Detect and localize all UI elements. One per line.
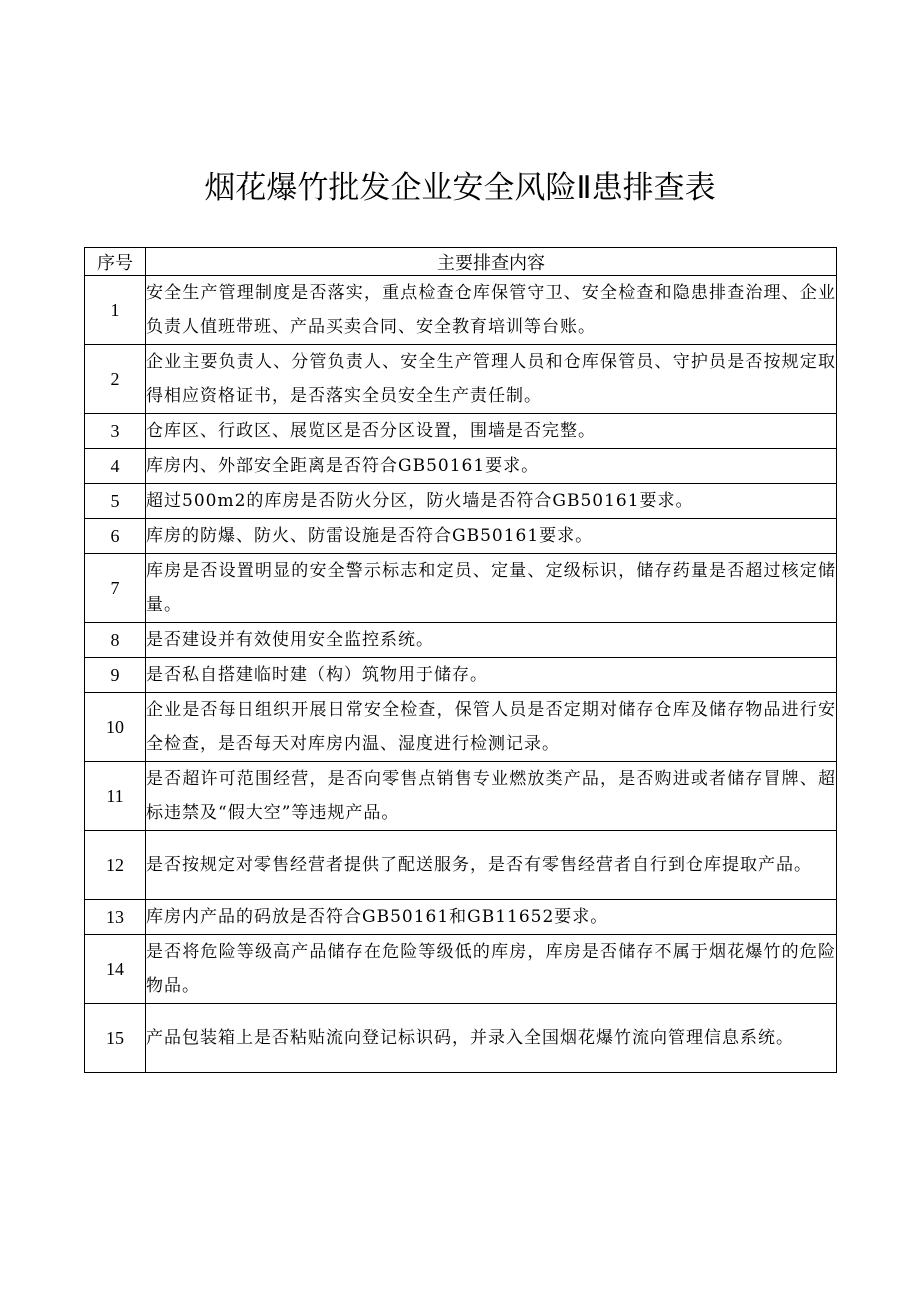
row-content: 是否按规定对零售经营者提供了配送服务，是否有零售经营者自行到仓库提取产品。 — [146, 831, 837, 900]
table-header-row — [85, 248, 837, 276]
table-row — [85, 623, 837, 658]
table-row — [85, 935, 837, 1004]
row-number: 12 — [85, 831, 146, 900]
table-row — [85, 831, 837, 900]
row-content: 仓库区、行政区、展览区是否分区设置，围墙是否完整。 — [146, 414, 837, 449]
row-content: 企业是否每日组织开展日常安全检查，保管人员是否定期对储存仓库及储存物品进行安全检查，是否每天对库房内温、湿度进行检测记录。 — [146, 693, 837, 762]
page-title: 烟花爆竹批发企业安全风险Ⅱ患排查表 — [204, 170, 716, 206]
header-check-content: 主要排查内容 — [146, 248, 837, 276]
row-content: 库房内产品的码放是否符合GB50161和GB11652要求。 — [146, 900, 837, 935]
row-number: 5 — [85, 484, 146, 519]
row-number: 15 — [85, 1004, 146, 1073]
row-content: 是否私自搭建临时建（构）筑物用于储存。 — [146, 658, 837, 693]
row-content: 超过500m2的库房是否防火分区，防火墙是否符合GB50161要求。 — [146, 484, 837, 519]
row-content: 库房是否设置明显的安全警示标志和定员、定量、定级标识，储存药量是否超过核定储量。 — [146, 554, 837, 623]
row-content: 库房的防爆、防火、防雷设施是否符合GB50161要求。 — [146, 519, 837, 554]
row-number: 14 — [85, 935, 146, 1004]
table-row — [85, 484, 837, 519]
row-content: 安全生产管理制度是否落实，重点检查仓库保管守卫、安全检查和隐患排查治理、企业负责人值班带班、产品买卖合同、安全教育培训等台账。 — [146, 276, 837, 345]
checklist-table — [84, 247, 837, 1073]
row-content: 是否建设并有效使用安全监控系统。 — [146, 623, 837, 658]
row-number: 2 — [85, 345, 146, 414]
table-row — [85, 519, 837, 554]
table-row — [85, 762, 837, 831]
table-row — [85, 693, 837, 762]
row-number: 8 — [85, 623, 146, 658]
row-number: 1 — [85, 276, 146, 345]
row-content: 企业主要负责人、分管负责人、安全生产管理人员和仓库保管员、守护员是否按规定取得相应资格证书，是否落实全员安全生产责任制。 — [146, 345, 837, 414]
row-number: 9 — [85, 658, 146, 693]
row-number: 4 — [85, 449, 146, 484]
table-row — [85, 554, 837, 623]
row-number: 13 — [85, 900, 146, 935]
table-row — [85, 449, 837, 484]
header-serial-number: 序号 — [85, 248, 146, 276]
row-content: 库房内、外部安全距离是否符合GB50161要求。 — [146, 449, 837, 484]
table-row — [85, 414, 837, 449]
table-row — [85, 900, 837, 935]
row-number: 3 — [85, 414, 146, 449]
table-row — [85, 1004, 837, 1073]
row-number: 7 — [85, 554, 146, 623]
row-number: 10 — [85, 693, 146, 762]
table-row — [85, 345, 837, 414]
row-number: 6 — [85, 519, 146, 554]
row-content: 是否超许可范围经营，是否向零售点销售专业燃放类产品，是否购进或者储存冒牌、超标违禁及“假大空”等违规产品。 — [146, 762, 837, 831]
table-row — [85, 276, 837, 345]
row-content: 产品包装箱上是否粘贴流向登记标识码，并录入全国烟花爆竹流向管理信息系统。 — [146, 1004, 837, 1073]
row-number: 11 — [85, 762, 146, 831]
table-row — [85, 658, 837, 693]
row-content: 是否将危险等级高产品储存在危险等级低的库房，库房是否储存不属于烟花爆竹的危险物品。 — [146, 935, 837, 1004]
